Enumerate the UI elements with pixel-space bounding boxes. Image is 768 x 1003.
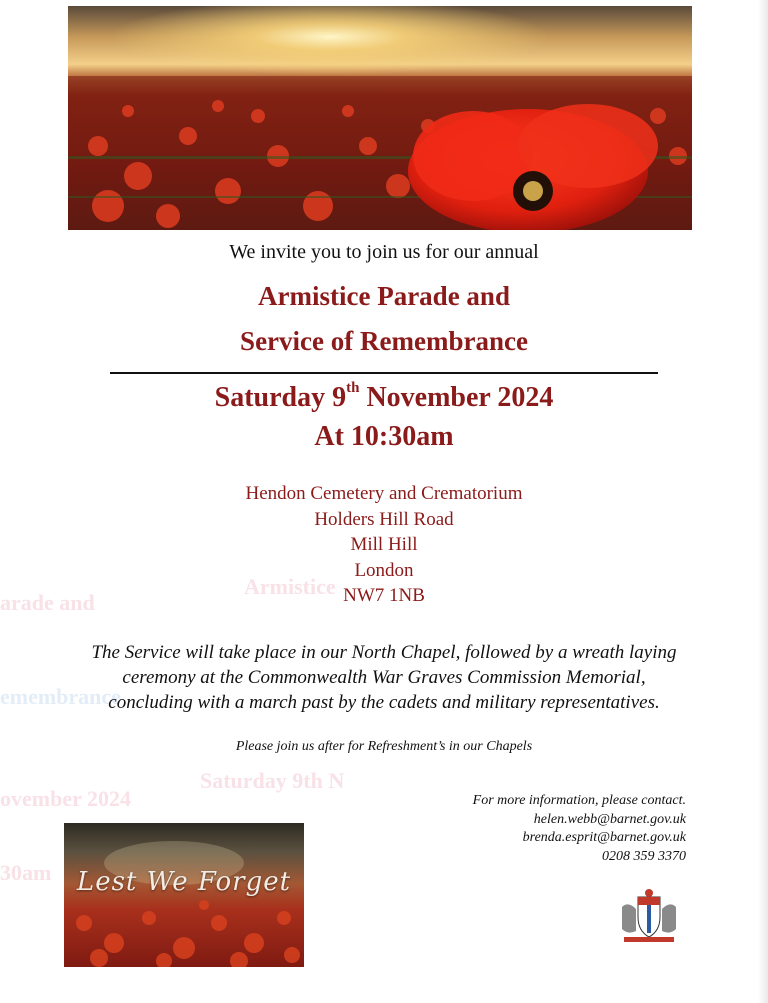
event-title-line2: Service of Remembrance [240,326,528,356]
council-crest-logo [614,887,684,947]
description-line: ceremony at the Commonwealth War Graves Commission Memorial, [122,667,646,688]
ghost-text: arade and [0,590,95,615]
venue-address [0,481,768,609]
address-line: Hendon Cemetery and Crematorium [245,483,523,504]
ghost-text: Saturday 9th N [200,768,345,793]
lest-we-forget-image [64,823,304,967]
ghost-text: Armistice [244,574,336,599]
refreshments-note: Please join us after for Refreshment’s in our Chapels [235,739,533,754]
ghost-text: emembrance [0,684,121,709]
address-line: London [354,559,414,581]
ghost-text: 30am [0,860,52,885]
service-description [40,640,728,715]
ghost-text: ovember 2024 [0,786,131,811]
address-line: NW7 1NB [343,585,425,606]
contact-heading: For more information, please contact. [472,793,686,808]
address-line: Mill Hill [350,534,418,555]
contact-block [473,792,686,866]
contact-email: helen.webb@barnet.gov.uk [533,811,686,827]
contact-email: brenda.esprit@barnet.gov.uk [522,830,686,845]
description-line: concluding with a march past by the cadets and military representatives. [108,692,660,713]
event-title-line1: Armistice Parade and [258,281,510,311]
address-line: Holders Hill Road [314,508,454,530]
contact-phone: 0208 359 3370 [602,848,686,864]
poppy-field-image [68,6,692,230]
invite-line: We invite you to join us for our annual [229,241,539,263]
divider [110,372,658,374]
description-line: The Service will take place in our North Chapel, followed by a wreath laying [91,642,677,663]
event-time: At 10:30am [314,421,454,452]
lest-we-forget-text: Lest We Forget [76,867,292,897]
event-date: Saturday 9th November 2024 [214,380,554,413]
